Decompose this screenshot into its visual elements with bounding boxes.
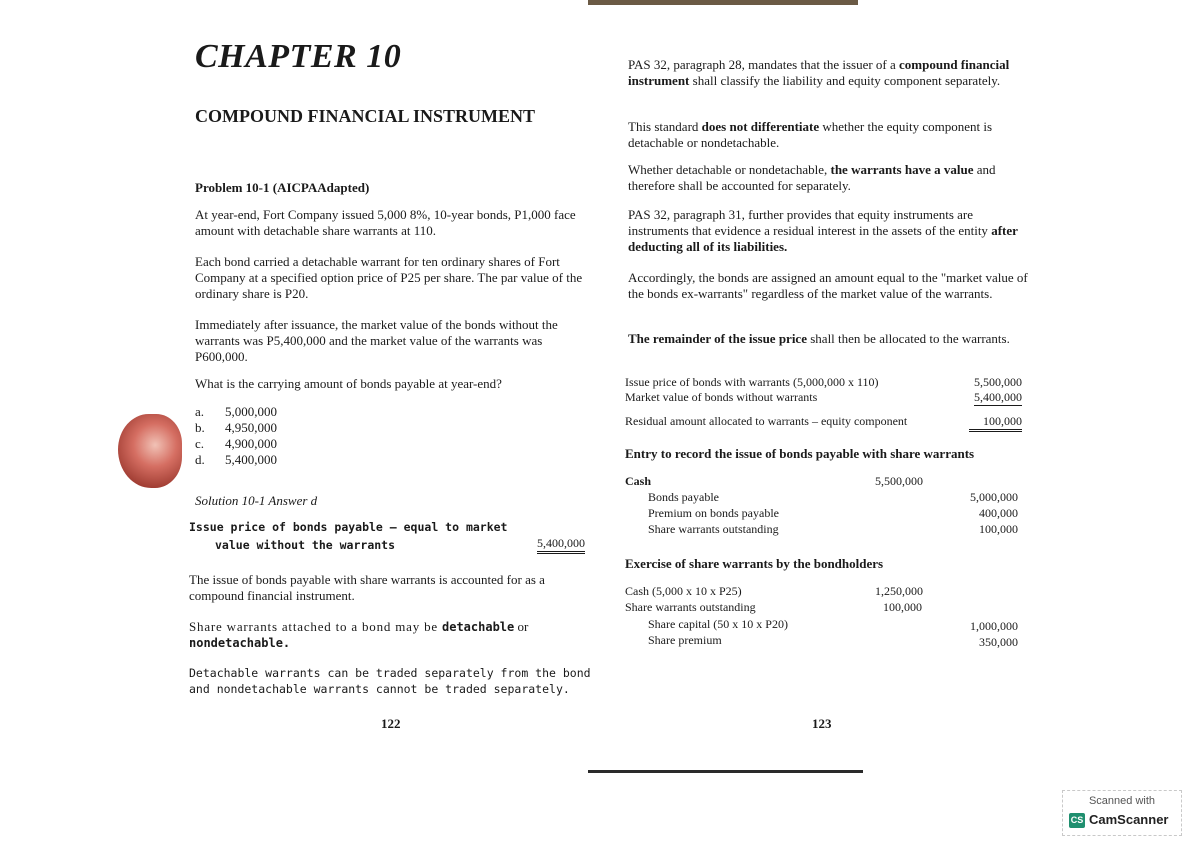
chapter-heading: CHAPTER 10 [195, 38, 402, 75]
chapter-title: COMPOUND FINANCIAL INSTRUMENT [195, 106, 536, 126]
alloc-amount-3: 100,000 [969, 414, 1022, 432]
entry1-credit-label-2: Premium on bonds payable [648, 506, 779, 520]
camscanner-logo-icon: CS [1069, 813, 1085, 828]
entry2-debit-amount-2: 100,000 [883, 600, 922, 614]
entry1-credit-amount-1: 5,000,000 [970, 490, 1018, 504]
alloc-amount-2: 5,400,000 [974, 390, 1022, 404]
entry1-debit-label: Cash [625, 474, 652, 488]
camscanner-watermark [1062, 790, 1182, 836]
compound-note: The issue of bonds payable with share warrants is accounted for as a compound financial instrument. [189, 572, 545, 603]
problem-para-2: Each bond carried a detachable warrant for ten ordinary shares of Fort Company at a specified option price of P25 per share. The par value of the ordinary share is P20. [195, 254, 583, 301]
right-page [620, 0, 1030, 848]
choice-c: c. 4,900,000 [195, 436, 277, 451]
left-page [185, 0, 595, 848]
issue-price-line-1: Issue price of bonds payable – equal to market [189, 520, 508, 534]
alloc-label-1: Issue price of bonds with warrants (5,000,000 x 110) [625, 375, 879, 389]
entry1-credit-label-3: Share warrants outstanding [648, 522, 779, 536]
remainder-note: The remainder of the issue price shall then be allocated to the warrants. [628, 331, 1010, 346]
standard-note: This standard does not differentiate whether the equity component is detachable or nondetachable. [628, 119, 993, 150]
entry2-credit-amount-1: 1,000,000 [970, 619, 1018, 633]
question: What is the carrying amount of bonds payable at year-end? [195, 376, 502, 391]
watermark-caption: Scanned with [1088, 795, 1156, 807]
entry1-credit-amount-3: 100,000 [979, 522, 1018, 536]
entry2-debit-label-1: Cash (5,000 x 10 x P25) [625, 584, 742, 598]
page-number-right: 123 [812, 716, 832, 731]
issue-price-amount: 5,400,000 [537, 536, 585, 554]
detachable-note: Detachable warrants can be traded separately from the bond and nondetachable warrants cannot be traded separately. [189, 666, 591, 696]
pas32-para28: PAS 32, paragraph 28, mandates that the issuer of a compound financial instrument shall classify the liability and equity component separately. [628, 57, 1010, 88]
pas32-para31: PAS 32, paragraph 31, further provides that equity instruments are instruments that evidence a residual interest in the assets of the entity after deducting all of its liabilities. [628, 207, 1018, 254]
entry1-heading: Entry to record the issue of bonds payable with share warrants [625, 446, 975, 461]
alloc-label-3: Residual amount allocated to warrants – equity component [625, 414, 908, 428]
entry1-debit-amount: 5,500,000 [875, 474, 923, 488]
solution-heading: Solution 10-1 Answer d [195, 493, 318, 508]
warrants-note: Share warrants attached to a bond may be detachable or nondetachable. [189, 619, 529, 650]
entry1-credit-amount-2: 400,000 [979, 506, 1018, 520]
choice-d: d. 5,400,000 [195, 452, 277, 467]
choice-a: a. 5,000,000 [195, 404, 277, 419]
warrant-value-note: Whether detachable or nondetachable, the warrants have a value and therefore shall be accounted for separately. [628, 162, 996, 193]
entry2-credit-label-2: Share premium [648, 633, 722, 647]
choices-list [195, 404, 277, 468]
page-number-left: 122 [381, 716, 401, 731]
problem-para-1: At year-end, Fort Company issued 5,000 8%, 10-year bonds, P1,000 face amount with detachable share warrants at 110. [195, 207, 576, 238]
entry2-debit-amount-1: 1,250,000 [875, 584, 923, 598]
alloc-amount-1: 5,500,000 [974, 375, 1022, 389]
entry2-credit-amount-2: 350,000 [979, 635, 1018, 649]
issue-price-line-2: value without the warrants [215, 538, 396, 552]
problem-heading: Problem 10-1 (AICPAAdapted) [195, 180, 370, 195]
thumb-photo [118, 414, 182, 488]
alloc-label-2: Market value of bonds without warrants [625, 390, 818, 404]
entry2-heading: Exercise of share warrants by the bondholders [625, 556, 884, 571]
entry2-credit-label-1: Share capital (50 x 10 x P20) [648, 617, 788, 631]
entry1-credit-label-1: Bonds payable [648, 490, 719, 504]
problem-para-3: Immediately after issuance, the market value of the bonds without the warrants was P5,400,000 and the market value of the warrants was P600,000. [195, 317, 558, 364]
ex-warrants-note: Accordingly, the bonds are assigned an amount equal to the "market value of the bonds ex-warrants" regardless of the market value of the warrants. [628, 270, 1028, 301]
watermark-brand: CamScanner [1089, 812, 1169, 827]
entry2-debit-label-2: Share warrants outstanding [625, 600, 756, 614]
choice-b: b. 4,950,000 [195, 420, 277, 435]
